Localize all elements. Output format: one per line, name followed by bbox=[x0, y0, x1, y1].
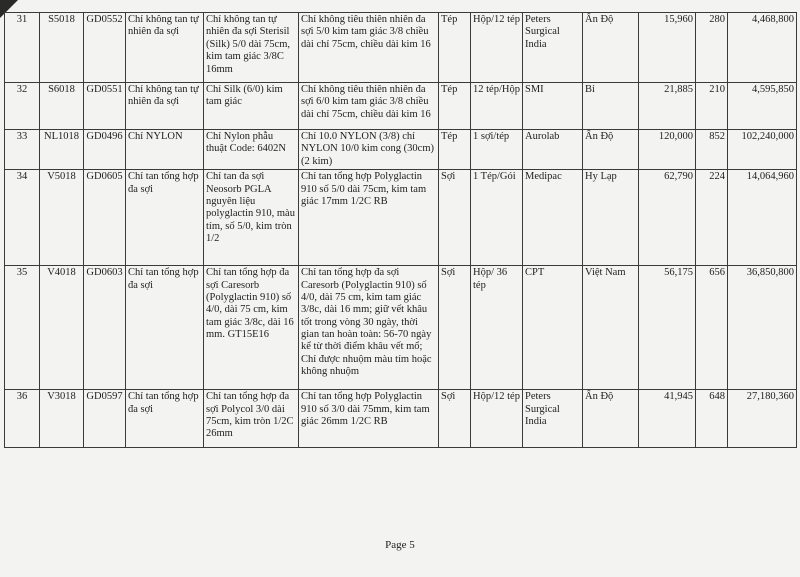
country: Ấn Độ bbox=[583, 13, 639, 83]
item-spec: Chỉ tan đa sợi Neosorb PGLA nguyên liệu polyglactin 910, màu tím, số 5/0, kim tròn 1/2 bbox=[204, 170, 299, 266]
item-name: Chỉ không tan tự nhiên đa sợi bbox=[126, 83, 204, 130]
row-index: 31 bbox=[5, 13, 40, 83]
unit-price: 120,000 bbox=[639, 130, 696, 170]
manufacturer: CPT bbox=[523, 266, 583, 390]
item-spec: Chỉ Nylon phẫu thuật Code: 6402N bbox=[204, 130, 299, 170]
quantity: 224 bbox=[696, 170, 728, 266]
item-code: V5018 bbox=[40, 170, 84, 266]
quantity: 852 bbox=[696, 130, 728, 170]
item-spec: Chỉ tan tổng hợp đa sợi Caresorb (Polyglactin 910) số 4/0, dài 75 cm, kim tam giác 3/8c, dài 16 mm. GT15E16 bbox=[204, 266, 299, 390]
item-description: Chỉ tan tổng hợp Polyglactin 910 số 3/0 dài 75mm, kim tam giác 26mm 1/2C RB bbox=[299, 390, 439, 448]
table-row bbox=[5, 390, 797, 448]
unit: Sợi bbox=[439, 170, 471, 266]
item-description: Chỉ không tiêu thiên nhiên đa sợi 5/0 kim tam giác 3/8 chiều dài chỉ 75cm, chiều dài kim 16 bbox=[299, 13, 439, 83]
item-code: S5018 bbox=[40, 13, 84, 83]
packaging: 1 Tép/Gói bbox=[471, 170, 523, 266]
manufacturer: SMI bbox=[523, 83, 583, 130]
total-amount: 14,064,960 bbox=[728, 170, 797, 266]
item-description: Chỉ tan tổng hợp đa sợi Caresorb (Polyglactin 910) số 4/0, dài 75 cm, kim tam giác 3/8c, dài 16 mm; giữ vết khâu tốt trong vòng 30 ngày, thời gian tan hoàn toàn: 56-70 ngày kể từ thời điểm khâu vết mổ; Chỉ được nhuộm màu tím hoặc không nhuộm bbox=[299, 266, 439, 390]
item-name: Chỉ tan tổng hợp đa sợi bbox=[126, 170, 204, 266]
packaging: 1 sợi/tép bbox=[471, 130, 523, 170]
unit: Sợi bbox=[439, 390, 471, 448]
unit: Tép bbox=[439, 13, 471, 83]
item-code: V4018 bbox=[40, 266, 84, 390]
manufacturer: Peters Surgical India bbox=[523, 13, 583, 83]
total-amount: 4,468,800 bbox=[728, 13, 797, 83]
unit-price: 41,945 bbox=[639, 390, 696, 448]
item-description: Chỉ tan tổng hợp Polyglactin 910 số 5/0 dài 75cm, kim tam giác 17mm 1/2C RB bbox=[299, 170, 439, 266]
row-index: 32 bbox=[5, 83, 40, 130]
unit-price: 56,175 bbox=[639, 266, 696, 390]
item-spec: Chỉ Silk (6/0) kim tam giác bbox=[204, 83, 299, 130]
quantity: 648 bbox=[696, 390, 728, 448]
packaging: 12 tép/Hộp bbox=[471, 83, 523, 130]
manufacturer: Aurolab bbox=[523, 130, 583, 170]
item-name: Chỉ không tan tự nhiên đa sợi bbox=[126, 13, 204, 83]
manufacturer: Peters Surgical India bbox=[523, 390, 583, 448]
unit: Sợi bbox=[439, 266, 471, 390]
country: Bỉ bbox=[583, 83, 639, 130]
table-row bbox=[5, 130, 797, 170]
unit: Tép bbox=[439, 130, 471, 170]
item-name: Chỉ tan tổng hợp đa sợi bbox=[126, 390, 204, 448]
table-row bbox=[5, 83, 797, 130]
total-amount: 4,595,850 bbox=[728, 83, 797, 130]
table-row bbox=[5, 170, 797, 266]
group-code: GD0597 bbox=[84, 390, 126, 448]
unit: Tép bbox=[439, 83, 471, 130]
row-index: 35 bbox=[5, 266, 40, 390]
table-row bbox=[5, 13, 797, 83]
total-amount: 27,180,360 bbox=[728, 390, 797, 448]
country: Ấn Độ bbox=[583, 390, 639, 448]
supplies-table bbox=[4, 12, 797, 448]
item-code: V3018 bbox=[40, 390, 84, 448]
country: Hy Lạp bbox=[583, 170, 639, 266]
quantity: 280 bbox=[696, 13, 728, 83]
group-code: GD0603 bbox=[84, 266, 126, 390]
unit-price: 62,790 bbox=[639, 170, 696, 266]
unit-price: 21,885 bbox=[639, 83, 696, 130]
quantity: 656 bbox=[696, 266, 728, 390]
item-spec: Chỉ tan tổng hợp đa sợi Polycol 3/0 dài 75cm, kim tròn 1/2C 26mm bbox=[204, 390, 299, 448]
page-number: Page 5 bbox=[385, 539, 415, 551]
country: Ấn Độ bbox=[583, 130, 639, 170]
group-code: GD0496 bbox=[84, 130, 126, 170]
row-index: 34 bbox=[5, 170, 40, 266]
item-description: Chỉ 10.0 NYLON (3/8) chỉ NYLON 10/0 kim cong (30cm) (2 kim) bbox=[299, 130, 439, 170]
table-row bbox=[5, 266, 797, 390]
item-description: Chỉ không tiêu thiên nhiên đa sợi 6/0 kim tam giác 3/8 chiều dài chỉ 75cm, chiều dài kim 16 bbox=[299, 83, 439, 130]
row-index: 36 bbox=[5, 390, 40, 448]
group-code: GD0552 bbox=[84, 13, 126, 83]
row-index: 33 bbox=[5, 130, 40, 170]
packaging: Hộp/12 tép bbox=[471, 13, 523, 83]
group-code: GD0605 bbox=[84, 170, 126, 266]
manufacturer: Medipac bbox=[523, 170, 583, 266]
item-code: S6018 bbox=[40, 83, 84, 130]
country: Việt Nam bbox=[583, 266, 639, 390]
item-name: Chỉ tan tổng hợp đa sợi bbox=[126, 266, 204, 390]
unit-price: 15,960 bbox=[639, 13, 696, 83]
packaging: Hộp/12 tép bbox=[471, 390, 523, 448]
item-spec: Chỉ không tan tự nhiên đa sợi Sterisil (Silk) 5/0 dài 75cm, kim tam giác 3/8C 16mm bbox=[204, 13, 299, 83]
group-code: GD0551 bbox=[84, 83, 126, 130]
packaging: Hộp/ 36 tép bbox=[471, 266, 523, 390]
item-name: Chỉ NYLON bbox=[126, 130, 204, 170]
total-amount: 36,850,800 bbox=[728, 266, 797, 390]
item-code: NL1018 bbox=[40, 130, 84, 170]
total-amount: 102,240,000 bbox=[728, 130, 797, 170]
quantity: 210 bbox=[696, 83, 728, 130]
